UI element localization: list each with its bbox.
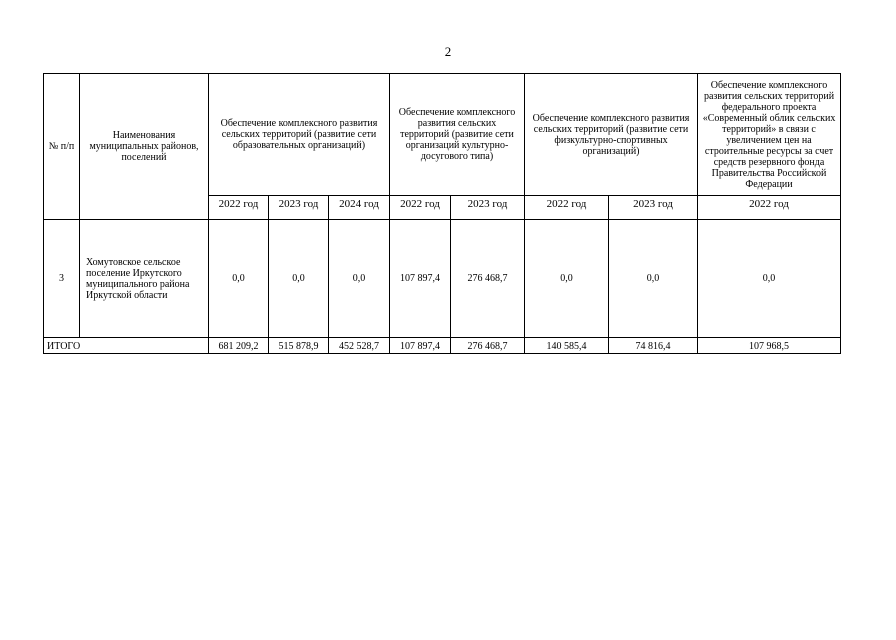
total-value: 276 468,7 — [451, 338, 525, 354]
total-value: 681 209,2 — [209, 338, 269, 354]
page-number: 2 — [444, 44, 452, 59]
table-row — [44, 220, 841, 338]
year-header: 2023 год — [609, 196, 698, 220]
total-value: 107 968,5 — [698, 338, 841, 354]
row-value: 107 897,4 — [390, 220, 451, 338]
header-num: № п/п — [44, 74, 80, 220]
total-value: 140 585,4 — [525, 338, 609, 354]
row-value: 0,0 — [525, 220, 609, 338]
row-num: 3 — [44, 220, 80, 338]
row-value: 0,0 — [698, 220, 841, 338]
row-value: 0,0 — [269, 220, 329, 338]
header-group-culture: Обеспечение комплексного развития сельских территорий (развитие сети организаций культурно-досугового типа) — [390, 74, 525, 196]
header-group-sport: Обеспечение комплексного развития сельских территорий (развитие сети физкультурно-спортивных организаций) — [525, 74, 698, 196]
year-header: 2022 год — [209, 196, 269, 220]
header-row — [44, 74, 841, 196]
year-header: 2023 год — [451, 196, 525, 220]
total-value: 107 897,4 — [390, 338, 451, 354]
row-value: 0,0 — [209, 220, 269, 338]
year-header: 2022 год — [525, 196, 609, 220]
financing-table — [43, 73, 841, 354]
year-header: 2024 год — [329, 196, 390, 220]
header-name: Наименования муниципальных районов, поселений — [80, 74, 209, 220]
row-value: 0,0 — [329, 220, 390, 338]
year-header: 2022 год — [390, 196, 451, 220]
row-value: 0,0 — [609, 220, 698, 338]
header-group-education: Обеспечение комплексного развития сельских территорий (развитие сети образовательных организаций) — [209, 74, 390, 196]
header-group-federal-project: Обеспечение комплексного развития сельских территорий федерального проекта «Современный облик сельских территорий» в связи с увеличением цен на строительные ресурсы за счет средств резервного фонда Правительства Российской Федерации — [698, 74, 841, 196]
row-name: Хомутовское сельское поселение Иркутского муниципального района Иркутской области — [80, 220, 209, 338]
total-value: 74 816,4 — [609, 338, 698, 354]
year-header: 2022 год — [698, 196, 841, 220]
row-value: 276 468,7 — [451, 220, 525, 338]
total-row — [44, 338, 841, 354]
total-value: 515 878,9 — [269, 338, 329, 354]
year-header: 2023 год — [269, 196, 329, 220]
total-value: 452 528,7 — [329, 338, 390, 354]
total-label: ИТОГО — [44, 338, 209, 354]
